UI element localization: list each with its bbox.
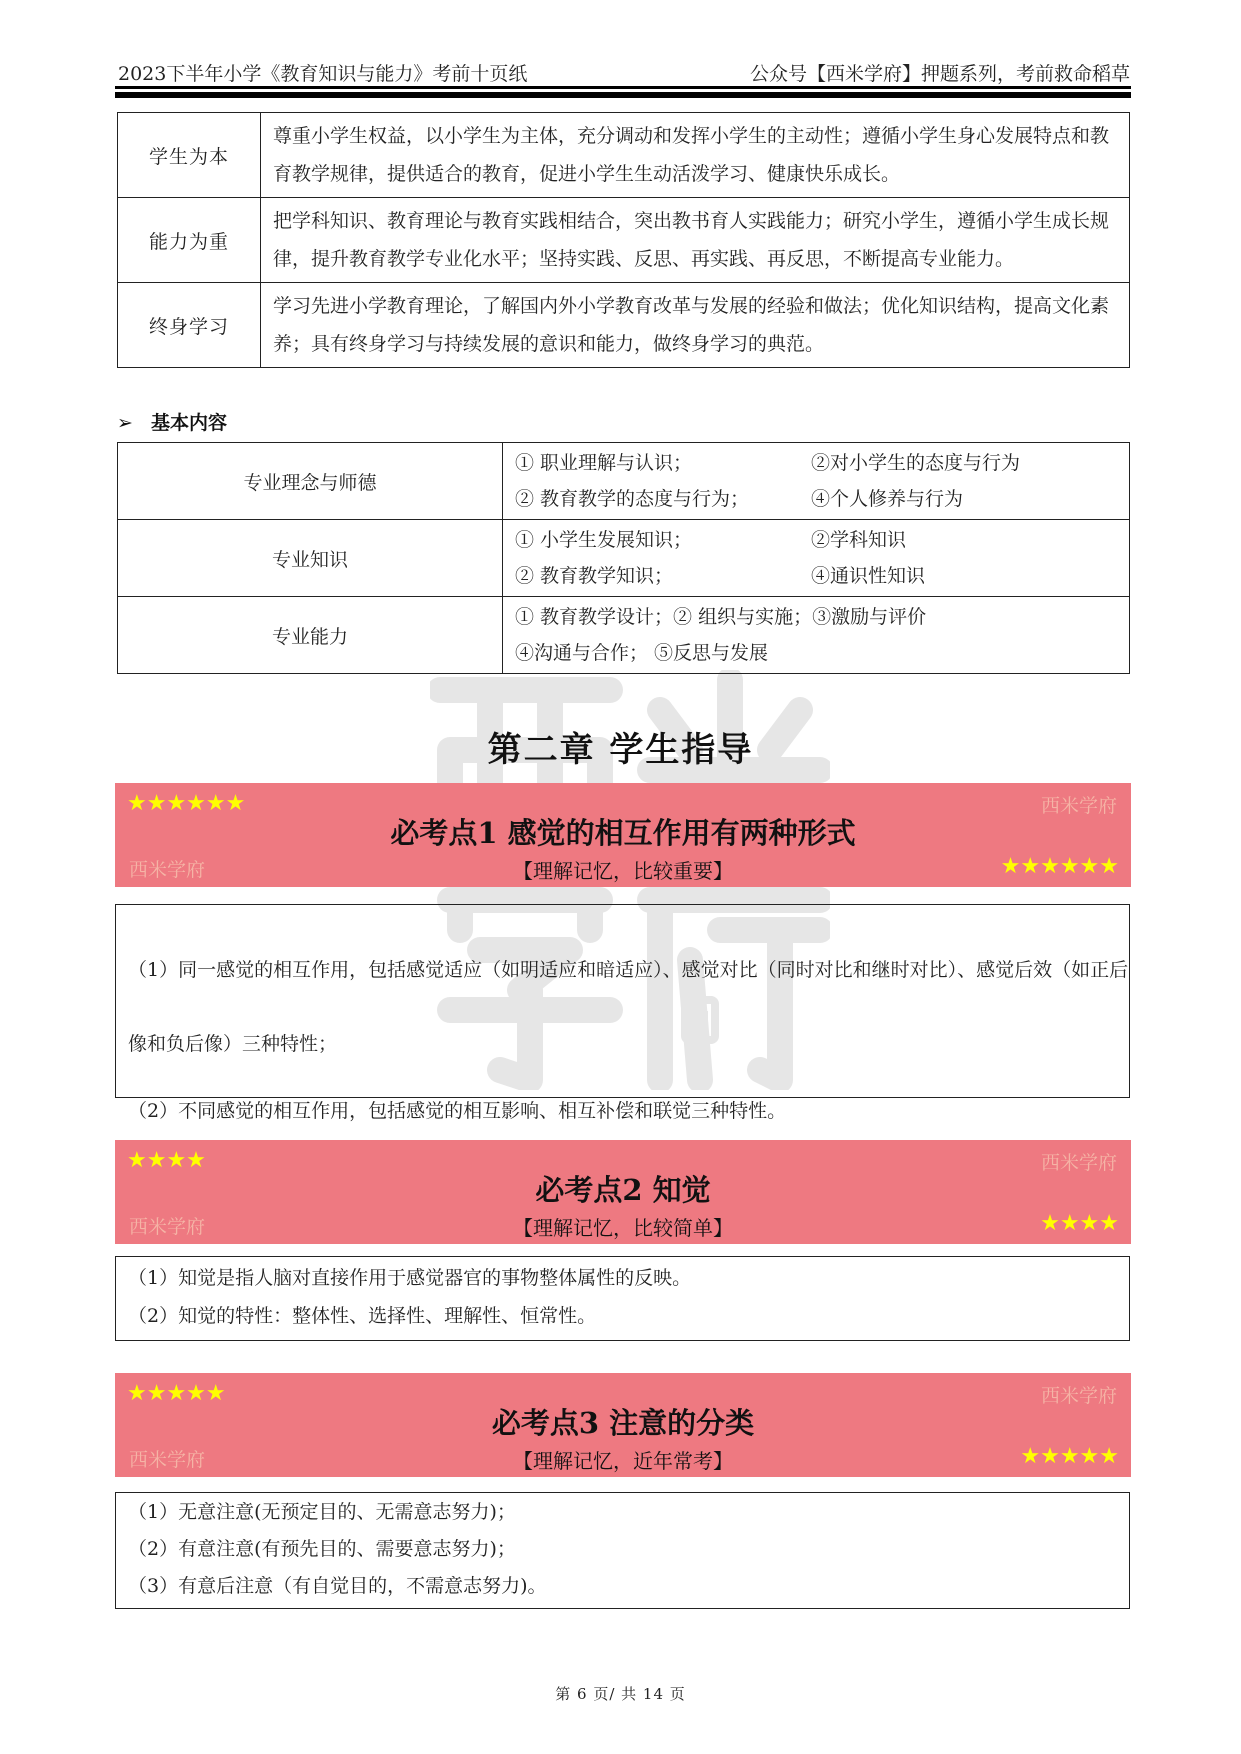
- header-rule: [115, 86, 1131, 89]
- exam-point-title: 必考点3 注意的分类: [491, 1406, 755, 1440]
- item: ② 教育教学知识；: [515, 565, 674, 587]
- chapter-title: 第二章 学生指导: [487, 730, 754, 770]
- item: ② 教育教学的态度与行为；: [515, 488, 750, 510]
- bullet-arrow-icon: ➢: [117, 412, 133, 434]
- row-body: 尊重小学生权益，以小学生为主体，充分调动和发挥小学生的主动性；遵循小学生身心发展特点和教育教学规律，提供适合的教育，促进小学生生动活泼学习、健康快乐成长。: [261, 113, 1130, 198]
- brand-watermark: 西米学府: [129, 859, 206, 881]
- item: ① 教育教学设计；② 组织与实施；③激励与评价: [515, 606, 927, 628]
- header-rule-thick: [115, 92, 1131, 98]
- star-rating-icon: ★★★★★: [127, 1381, 226, 1406]
- teacher-principles-table: [117, 112, 1130, 368]
- basic-content-table: [117, 442, 1130, 674]
- content-item: （2）不同感觉的相互作用，包括感觉的相互影响、相互补偿和联觉三种特性。: [128, 1100, 787, 1122]
- content-item: （3）有意后注意（有自觉目的，不需意志努力)。: [128, 1575, 547, 1597]
- brand-watermark: 西米学府: [129, 1216, 206, 1238]
- content-item: （1）同一感觉的相互作用，包括感觉适应（如明适应和暗适应）、感觉对比（同时对比和继时对比）、感觉后效（如正后像和负后像）三种特性；: [128, 959, 1129, 1055]
- row-label: 能力为重: [118, 198, 261, 283]
- table-row: [118, 597, 1130, 674]
- row-body: 把学科知识、教育理论与教育实践相结合，突出教书育人实践能力；研究小学生，遵循小学生成长规律，提升教育教学专业化水平；坚持实践、反思、再实践、再反思，不断提高专业能力。: [261, 198, 1130, 283]
- exam-point-card: [115, 1373, 1131, 1477]
- content-item: （1）知觉是指人脑对直接作用于感觉器官的事物整体属性的反映。: [128, 1267, 692, 1289]
- row-label: 专业理念与师德: [118, 443, 503, 520]
- star-rating-icon: ★★★★: [127, 1148, 206, 1173]
- item: ②对小学生的态度与行为: [811, 452, 1021, 474]
- table-row: [118, 283, 1130, 368]
- exam-point-subtitle: 【理解记忆，近年常考】: [513, 1449, 733, 1473]
- item: ① 职业理解与认识；: [515, 452, 693, 474]
- header-doc-title: 2023下半年小学《教育知识与能力》考前十页纸: [118, 63, 528, 85]
- item: ④通识性知识: [811, 565, 926, 587]
- exam-point-card: [115, 1140, 1131, 1244]
- row-label: 终身学习: [118, 283, 261, 368]
- brand-watermark: 西米学府: [129, 1449, 206, 1471]
- content-item: （2）有意注意(有预先目的、需要意志努力)；: [128, 1538, 516, 1560]
- content-item: （1）无意注意(无预定目的、无需意志努力)；: [128, 1501, 516, 1523]
- exam-point-card: [115, 783, 1131, 887]
- row-label: 专业能力: [118, 597, 503, 674]
- brand-watermark: 西米学府: [1040, 1385, 1117, 1407]
- row-body: [503, 443, 1130, 520]
- star-rating-icon: ★★★★★★: [127, 791, 246, 816]
- row-label: 专业知识: [118, 520, 503, 597]
- item: ②学科知识: [811, 529, 907, 551]
- item: ④个人修养与行为: [811, 488, 964, 510]
- star-rating-icon: ★★★★★: [1020, 1444, 1119, 1469]
- table-row: [118, 443, 1130, 520]
- exam-point-content: [115, 904, 1130, 1122]
- brand-watermark: 西米学府: [1040, 795, 1117, 817]
- brand-watermark: 西米学府: [1040, 1152, 1117, 1174]
- page-number: 第 6 页/ 共 14 页: [555, 1685, 686, 1703]
- content-item: （2）知觉的特性：整体性、选择性、理解性、恒常性。: [128, 1305, 597, 1327]
- section-heading: [117, 408, 227, 435]
- page-header: [115, 56, 1130, 86]
- exam-point-subtitle: 【理解记忆，比较简单】: [513, 1216, 733, 1240]
- table-row: [118, 113, 1130, 198]
- table-row: [118, 198, 1130, 283]
- row-label: 学生为本: [118, 113, 261, 198]
- star-rating-icon: ★★★★★★: [1000, 854, 1119, 879]
- header-slogan: 公众号【西米学府】押题系列，考前救命稻草: [749, 63, 1130, 85]
- row-body: [503, 597, 1130, 674]
- exam-point-title: 必考点1 感觉的相互作用有两种形式: [390, 816, 856, 850]
- row-body: 学习先进小学教育理论，了解国内外小学教育改革与发展的经验和做法；优化知识结构，提高文化素养；具有终身学习与持续发展的意识和能力，做终身学习的典范。: [261, 283, 1130, 368]
- exam-point-subtitle: 【理解记忆，比较重要】: [513, 859, 733, 883]
- exam-point-content: [115, 1256, 1130, 1341]
- exam-point-title: 必考点2 知觉: [535, 1173, 711, 1207]
- table-row: [118, 520, 1130, 597]
- item: ① 小学生发展知识；: [515, 529, 693, 551]
- section-heading-text: 基本内容: [151, 412, 228, 434]
- exam-point-content: [115, 1492, 1130, 1609]
- row-body: [503, 520, 1130, 597]
- star-rating-icon: ★★★★: [1040, 1211, 1119, 1236]
- item: ④沟通与合作； ⑤反思与发展: [515, 642, 769, 664]
